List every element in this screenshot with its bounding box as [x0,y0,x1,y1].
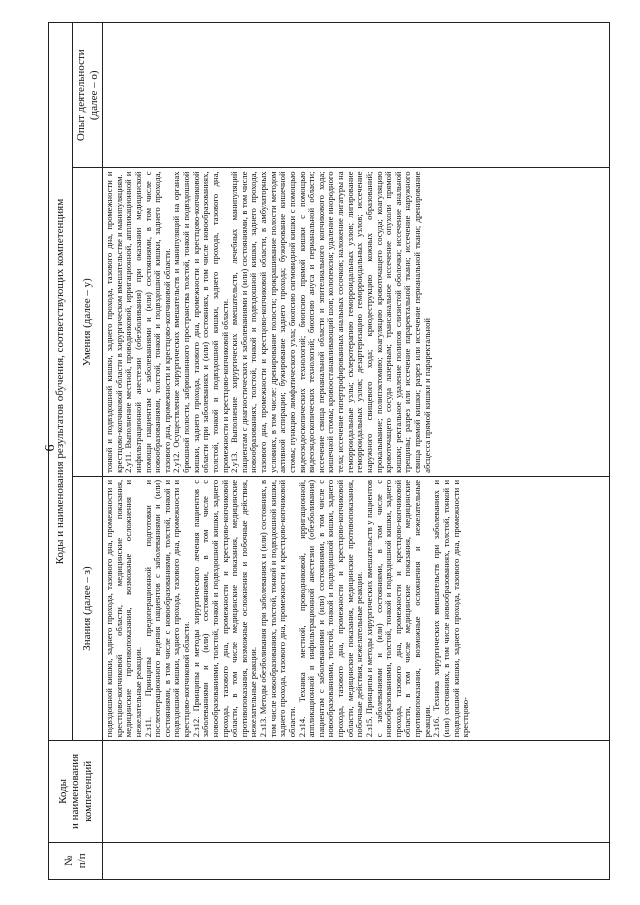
skills-paragraph: тонкой и подвздошной кишки, заднего прохода, тазового дна, промежности и крестцово-копчиковой области в хирургическом вмешательстве и манипуляциям. [104,171,124,473]
competency-table [48,22,610,880]
rotated-page [48,22,610,880]
page-number [40,440,62,462]
header-codes [49,741,103,842]
cell-experience [103,23,610,168]
header-experience [73,23,103,168]
header-codes-line3: компетенций [81,760,94,822]
knowledge-paragraph: 2.з16. Техника хирургических вмешательств при заболеваниях и (или) состояниях, в том числе новообразованиях, толстой, тонкой и подвздошной кишки, заднего прохода, тазового дна, промежности и крестцово- [431,479,471,738]
header-experience-line1: Опыт деятельности [75,49,88,142]
header-skills: Умения (далее – у) [73,168,103,476]
skills-paragraph: 2.у13. Выполнение хирургических вмешательств, лечебных манипуляций пациентам с диагностических и заболеваниями и (или) состояниями, в том числе новообразованиях, толстой, тонкой и подвздошной кишки, заднего прохода, тазового дна, промежности и крестцово-копчиковой области, в амбулаторных условиях, в том числе: дренирование полости; прокрашивание полости методом активной аспирации; бужирование заднего прохода; бужирование кишечной стомы; пункцию лимфатического узла; биопсию сигмовидной кишки с помощью видеоэндоскопических технологий; биопсию прямой кишки с помощью видеоэндоскопических технологий; биопсию ануса и перианальной области; иссечение свища перианальной области и эпителиального копчикового хода; кишечной стомы; кровоостанавливающий шов; колопексия; удаление инородного тела; иссечение гипертрофированных анальных сосочков; наложение лигатуры на геморроидальные узлы; склеротерапию геморроидальных узлов; лигирование геморроидальных узлов; дезартеризацию геморроидальных узлов; иссечение наружного свищевого хода; криодеструкцию кожных образований; прокалывание; полипэктомию; коагуляцию кровоточащего сосуда; коагуляцию кровоточащего сосуда лазерным; трансанальное иссечение опухоли прямой кишки; ректальное удаление полипов слизистой оболочки; иссечение анальной трещины; разрез или иссечение параректальной ткани; иссечение наружного свища прямой кишки; разрез или иссечение перианальной ткани; дренирование абсцесса прямой кишки и параректальной [229,171,432,473]
cell-skills [103,168,610,476]
header-group-title: Коды и наименования результатов обучения, соответствующих компетенциям [49,23,73,741]
knowledge-paragraph: 2.з15. Принципы и методы хирургических вмешательств у пациентов с заболеваниями и (или) состояниями, в том числе с новообразованиями, толстой, тонкой и подвздошной кишки, заднего прохода, тазового дна, промежности и крестцово-копчиковой области, в том числе медицинские показания, медицинские противопоказания, возможные осложнения и нежелательные реакции. [363,479,432,738]
skills-paragraph: 2.у12. Осуществление хирургических вмешательств и манипуляций на органах брюшной полости, забрюшинного пространства толстой, тонкой и подвздошной кишки, заднего прохода, тазового дна, промежности и крестцово-копчиковой области при заболеваниях и (или) состояниях, в том числе новообразованиях, толстой, тонкой и подвздошной кишки, заднего прохода, тазового дна, промежности и крестцово-копчиковой области. [171,171,230,473]
knowledge-paragraph: 2.з11. Принципы предоперационной подготовки и послеоперационного ведения пациентов с заболеваниями и (или) состояниями, в том числе с новообразованиями, толстой, тонкой и подвздошной кишки, заднего прохода, тазового дна, промежности и крестцово-копчиковой области. [142,479,191,738]
cell-knowledge [103,476,610,740]
skills-paragraph: 2.у11. Выполнение местной, проводниковой, ирригационной, аппликационной и инфильтрационной анестезии (обезболивания) при оказании медицинской помощи пациентам с заболеваниями и (или) состояниями, в том числе с новообразованиями, толстой, тонкой и подвздошной кишки, заднего прохода, тазового дна, промежности и крестцово-копчиковой области. [123,171,172,473]
knowledge-paragraph: 2.з13. Методы обезболивания при заболеваниях и (или) состояниях, в том числе новообразованиях, толстой, тонкой и подвздошной кишки, заднего прохода, тазового дна, промежности и крестцово-копчиковой области. [258,479,297,738]
header-number-line1: № [63,855,76,867]
header-codes-line2: и наименования [69,753,82,830]
header-knowledge: Знания (далее – з) [73,476,103,740]
header-number-line2: п/п [75,853,88,869]
cell-number [103,842,610,879]
cell-code [103,741,610,842]
header-experience-line2: (далее – о) [87,70,100,121]
knowledge-paragraph: 2.з12. Принципы и методы хирургического лечения пациентов с заболеваниями и (или) состояниями, в том числе с новообразованиями, толстой, тонкой и подвздошной кишки, заднего прохода, тазового дна, промежности и крестцово-копчиковой области, в том числе медицинские показания, медицинские противопоказания, возможные осложнения и побочные действия, нежелательные реакции. [190,479,259,738]
header-codes-line1: Коды [57,778,70,804]
knowledge-paragraph: 2.з14. Техника местной, проводниковой, ирригационной, аппликационной и инфильтрационной анестезии (обезболивания) пациентам с заболеваниями и (или) состояниями, в том числе с новообразованиями, толстой, тонкой и подвздошной кишки, заднего прохода, тазового дна, промежности и крестцово-копчиковой области, медицинские показания, медицинские противопоказания, побочные действия, нежелательные реакции. [296,479,365,738]
header-number [49,842,103,879]
page-number-text: 6 [43,444,58,452]
knowledge-paragraph: подвздошной кишки, заднего прохода, тазового дна, промежности и крестцово-копчиковой области, медицинские показания, медицинские противопоказания, возможные осложнения и нежелательные реакции. [104,479,143,738]
